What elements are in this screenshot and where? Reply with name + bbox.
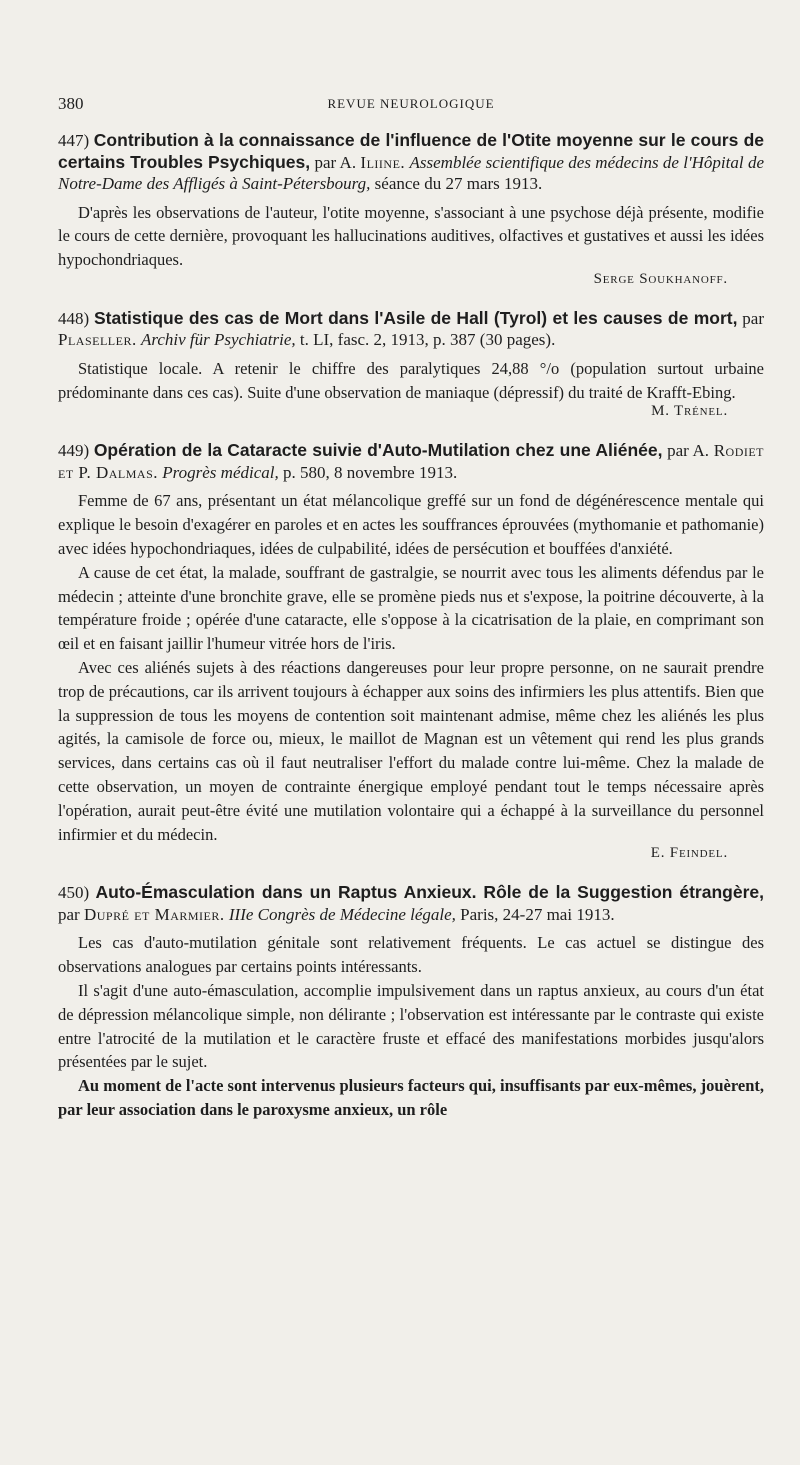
article-paragraph (58, 357, 764, 405)
page-header (58, 94, 764, 118)
article-paragraph (58, 561, 764, 656)
article-by: par (58, 904, 80, 924)
article-title: Opération de la Cataracte suivie d'Auto-Mutilation chez une Aliénée, (93, 440, 663, 461)
article-449 (58, 440, 764, 862)
article-source: Progrès médical, (162, 462, 279, 482)
article-signature: M. Trénel. (651, 403, 728, 420)
article-source: Archiv für Psychiatrie, (140, 330, 296, 350)
article-447 (58, 130, 764, 288)
article-date: séance du 27 mars 1913. (374, 174, 543, 193)
paragraph-text: D'après les observations de l'auteur, l'otite moyenne, s'associant à une psychose déjà présente, modifie le cours de cette dernière, provoquant les hallucinations auditives, olfactives et gustatives et aussi les idées hypochondriaques. (58, 202, 764, 270)
article-title: Auto-Émasculation dans un Raptus Anxieux. Rôle de la Suggestion étrangère, (95, 882, 764, 903)
article-heading (58, 882, 764, 925)
article-source: IIIe Congrès de Médecine légale, (228, 904, 456, 924)
article-number: 450) (58, 883, 90, 903)
article-by: par (742, 308, 765, 328)
article-date: p. 580, 8 novembre 1913. (282, 462, 458, 482)
article-signature: Serge Soukhanoff. (593, 270, 728, 287)
article-paragraph (58, 656, 764, 846)
paragraph-text: Avec ces aliénés sujets à des réactions dangereuses pour leur propre personne, on ne saurait prendre trop de précautions, car ils arrivent toujours à échapper aux soins des infirmiers les plus attentifs. Bien que la suppression de tous les moyens de contention soit maintenant admise, même chez les aliénés les plus agités, la camisole de force ou, mieux, le maillot de Magnan est un vêtement qui rend les plus grands services, dans certains cas où il faut neutraliser l'effort du malade contre lui-même. Chez la malade de cette observation, un moyen de contrainte énergique employé pendant tout le temps nécessaire après l'opération, aurait peut-être évité une mutilation volontaire qui a échappé à la surveillance du personnel infirmier et du médecin. (58, 658, 764, 844)
article-paragraph (58, 201, 764, 272)
article-date: t. LI, fasc. 2, 1913, p. 387 (30 pages). (299, 330, 556, 350)
article-author: Plaseller. (58, 330, 137, 350)
article-heading (58, 440, 764, 483)
article-title: Statistique des cas de Mort dans l'Asile de Hall (Tyrol) et les causes de mort, (93, 307, 738, 328)
article-author: Rodiet et P. Dalmas. (58, 441, 765, 482)
article-paragraph (58, 931, 764, 979)
article-signature: E. Feindel. (650, 845, 728, 862)
article-number: 448) (58, 308, 90, 328)
article-450 (58, 882, 764, 1121)
article-source: Assemblée scientifique des médecins de l'Hôpital de Notre-Dame des Affligés à Saint-Pétersbourg, (58, 152, 764, 193)
article-number: 447) (58, 131, 90, 150)
article-author: Dupré et Marmier. (83, 904, 225, 924)
article-by: par A. (667, 441, 710, 461)
article-paragraph (58, 489, 764, 560)
article-paragraph (58, 1074, 764, 1122)
paragraph-text: Les cas d'auto-mutilation génitale sont relativement fréquents. Le cas actuel se distingue des observations analogues par certains points intéressants. (58, 933, 764, 977)
paragraph-text: Il s'agit d'une auto-émasculation, accomplie impulsivement dans un raptus anxieux, au cours d'un état de dépression mélancolique simple, non délirante ; l'observation est intéressante par le contraste qui existe entre l'atrocité de la mutilation et le caractère fruste et effacé des manifestations morbides jusqu'alors présentées par le sujet. (58, 981, 764, 1072)
page-number: 380 (58, 94, 84, 113)
paragraph-text: A cause de cet état, la malade, souffrant de gastralgie, se nourrit avec tous les aliments défendus par le médecin ; atteinte d'une bronchite grave, elle se promène pieds nus et s'expose, la poitrine découverte, à la température froide ; opérée d'une cataracte, elle s'oppose à la cicatrisation de la plaie, en comprimant son œil et en faisant jaillir l'humeur vitrée hors de l'iris. (58, 562, 764, 654)
article-heading (58, 308, 764, 351)
article-author: Iliine. (360, 152, 406, 172)
paragraph-text: Au moment de l'acte sont intervenus plusieurs facteurs qui, insuffisants par eux-mêmes, jouèrent, par leur association dans le paroxysme anxieux, un rôle (58, 1076, 764, 1120)
paragraph-text: Statistique locale. A retenir le chiffre des paralytiques 24,88 °/o (population surtout urbaine prédominante dans ces cas). Suite d'une observation de maniaque (dépressif) du traité de Krafft-Ebing. (58, 358, 764, 402)
document-page (58, 94, 764, 1122)
article-number: 449) (58, 441, 90, 461)
article-by: par A. (314, 152, 357, 172)
article-title: Contribution à la connaissance de l'influence de l'Otite moyenne sur le cours de certains Troubles Psychiques, (58, 130, 764, 172)
article-heading (58, 130, 764, 195)
article-448 (58, 308, 764, 421)
article-paragraph (58, 979, 764, 1074)
paragraph-text: Femme de 67 ans, présentant un état mélancolique greffé sur un fond de dégénérescence mentale qui explique le besoin d'exagérer en paroles et en actes les souffrances éprouvées (mythomanie et pathomanie) avec idées hypochondriaques, idées de culpabilité, idées de persécution et bouffées d'anxiété. (58, 491, 764, 559)
running-title: REVUE NEUROLOGIQUE (327, 96, 495, 111)
article-date: Paris, 24-27 mai 1913. (460, 904, 615, 924)
